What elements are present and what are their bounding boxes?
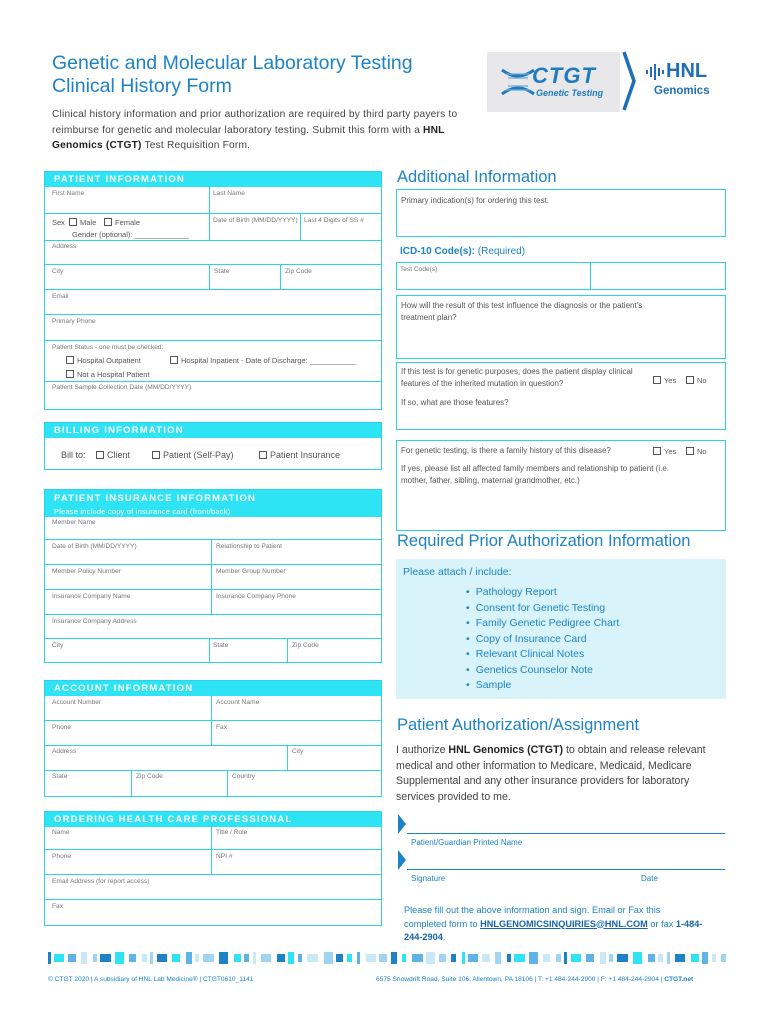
band-segment [514,954,525,962]
list-item: • Relevant Clinical Notes [466,647,619,663]
band-segment [462,952,465,964]
attach-label: Please attach / include: [403,566,512,578]
band-segment [482,954,490,962]
band-segment [702,952,708,964]
family-yes-checkbox[interactable]: Yes [653,447,676,456]
ordering-email-field[interactable]: Email Address (for report access) [52,878,150,885]
arrow-right-icon [398,814,406,834]
billing-information-panel [44,422,382,470]
ordering-name-field[interactable]: Name [52,829,70,836]
phone-field[interactable]: Primary Phone [52,318,96,325]
bill-self-pay-checkbox[interactable]: Patient (Self-Pay) [152,450,234,460]
band-segment [658,954,663,962]
member-dob-field[interactable]: Date of Birth (MM/DD/YYYY) [52,543,137,550]
band-segment [81,952,87,964]
authorization-text: I authorize HNL Genomics (CTGT) to obtain and release relevant medical and other information to Medicare, Medicaid, Medicare Supplemental and any other insurance providers for laboratory services provided to me. [396,744,706,803]
band-segment [48,952,51,964]
chevron-right-icon [622,50,636,112]
band-segment [357,952,360,964]
band-segment [712,954,716,962]
band-segment [234,954,241,962]
group-number-field[interactable]: Member Group Number [216,568,286,575]
band-segment [195,954,199,962]
footer-copyright: © CTGT 2020 | A subsidiary of HNL Lab Medicine® | CTGT0610_1141 [48,976,254,983]
billing-information-heading: BILLING INFORMATION [45,423,381,438]
fax-number: 1-484-244-2904 [404,918,703,942]
dob-field[interactable]: Date of Birth (MM/DD/YYYY) [213,217,298,224]
address-field[interactable]: Address [52,243,77,250]
icd10-label: ICD-10 Code(s): (Required) [400,246,526,257]
band-segment [507,954,511,962]
required-documents-list [466,585,619,694]
band-segment [543,954,550,962]
band-segment [261,954,271,962]
patient-information-heading: PATIENT INFORMATION [45,172,381,187]
band-segment [157,954,167,962]
band-segment [68,954,76,962]
printed-name-field[interactable]: Patient/Guardian Printed Name [411,838,523,847]
band-segment [253,952,256,964]
band-segment [277,954,285,962]
band-segment [93,954,97,962]
band-segment [172,954,180,962]
band-segment [529,952,538,964]
band-segment [675,954,685,962]
city-field[interactable]: City [52,268,64,275]
policy-number-field[interactable]: Member Policy Number [52,568,121,575]
band-segment [100,954,111,962]
zip-field[interactable]: Zip Code [285,268,312,275]
last-name-field[interactable]: Last Name [213,190,245,197]
band-segment [617,954,628,962]
band-segment [721,954,726,962]
bill-insurance-checkbox[interactable]: Patient Insurance [259,450,340,460]
list-item: • Sample [466,678,619,694]
account-information-panel [44,680,382,797]
family-history-box[interactable]: For genetic testing, is there a family history of this disease? If yes, please list all affected family members and relationship to patient (i.e. mother, father, sibling, maternal grandmother, etc.) [396,440,726,531]
test-codes-box[interactable]: Test Code(s) [396,262,726,290]
list-item: • Genetics Counselor Note [466,663,619,679]
band-segment [391,952,397,964]
account-city-field[interactable]: City [292,748,304,755]
decorative-pixel-band [48,952,726,964]
signature-field[interactable]: Signature [411,874,446,883]
band-segment [667,952,670,964]
sample-date-field[interactable]: Patient Sample Collection Date (MM/DD/YYYY) [52,384,192,391]
insurance-company-field[interactable]: Insurance Company Name [52,593,131,600]
band-segment [288,952,294,964]
band-segment [586,954,594,962]
list-item: • Consent for Genetic Testing [466,601,619,617]
ordering-fax-field[interactable]: Fax [52,903,63,910]
member-name-field[interactable]: Member Name [52,519,96,526]
band-segment [564,952,567,964]
account-zip-field[interactable]: Zip Code [136,773,163,780]
band-segment [609,954,613,962]
insurance-card-note: Please include copy of insurance card (front/back) [54,507,231,516]
page-title: Genetic and Molecular Laboratory Testing Clinical History Form [52,52,413,97]
insurance-phone-field[interactable]: Insurance Company Phone [216,593,296,600]
band-segment [142,954,147,962]
account-fax-field[interactable]: Fax [216,724,227,731]
account-state-field[interactable]: State [52,773,68,780]
hospital-inpatient-checkbox[interactable]: Hospital Inpatient - Date of Discharge: ___________ [170,356,356,365]
account-address-field[interactable]: Address [52,748,77,755]
required-documents-box [396,559,726,699]
patient-authorization-heading: Patient Authorization/Assignment [397,716,640,734]
band-segment [244,954,249,962]
band-segment [115,952,124,964]
waveform-icon [645,63,665,81]
ssn-field[interactable]: Last 4 Digits of SS # [304,217,364,224]
account-name-field[interactable]: Account Name [216,699,260,706]
footer-contact: 6575 Snowdrift Road, Suite 106, Allentown, PA 18106 | T: +1 484-244-2900 | F: +1 484-244-2904 | CTGT.net [376,976,694,983]
band-segment [495,952,501,964]
band-segment [412,954,423,962]
band-segment [556,954,561,962]
male-checkbox[interactable]: Male [69,218,96,227]
band-segment [426,952,435,964]
additional-information-heading: Additional Information [397,168,557,186]
band-segment [439,954,446,962]
account-country-field[interactable]: Country [232,773,256,780]
state-field[interactable]: State [214,268,230,275]
ctgt-logo-subtext: Genetic Testing [536,88,604,98]
submission-instructions: Please fill out the above information and sign. Email or Fax this completed form to HNLGENOMICSINQUIRIES@HNL.COM or fax 1-484-244-2904. [404,905,703,942]
not-hospital-checkbox[interactable]: Not a Hospital Patient [66,370,150,379]
insurance-zip-field[interactable]: Zip Code [292,642,319,649]
band-segment [366,954,376,962]
features-yes-checkbox[interactable]: Yes [653,376,676,385]
ordering-professional-heading: ORDERING HEALTH CARE PROFESSIONAL [45,812,381,827]
band-segment [402,954,406,962]
insurance-state-field[interactable]: State [213,642,229,649]
band-segment [219,952,228,964]
sex-label: Sex [52,218,65,227]
band-segment [186,952,192,964]
hnl-logo-text: HNL [666,60,708,82]
band-segment [324,952,333,964]
relationship-field[interactable]: Relationship to Patient [216,543,282,550]
account-information-heading: ACCOUNT INFORMATION [45,681,381,696]
hospital-outpatient-checkbox[interactable]: Hospital Outpatient [66,356,141,365]
ordering-professional-panel [44,811,382,926]
hnl-logo-subtext: Genomics [654,85,710,97]
website-link[interactable]: CTGT.net [664,976,694,983]
ordering-phone-field[interactable]: Phone [52,853,72,860]
band-segment [648,954,655,962]
gender-field[interactable]: Gender (optional): _____________ [72,230,189,239]
intro-text: Clinical history information and prior authorization are required by third party payers to reimburse for genetic and molecular laboratory testing. Submit this form with a HNL Genomics (CTGT) Test Requisition Form. [52,109,458,151]
list-item: • Pathology Report [466,585,619,601]
family-no-checkbox[interactable]: No [686,447,707,456]
bill-client-checkbox[interactable]: Client [96,450,130,460]
ordering-title-field[interactable]: Title / Role [216,829,248,836]
account-phone-field[interactable]: Phone [52,724,72,731]
list-item: • Family Genetic Pedigree Chart [466,616,619,632]
band-segment [633,952,642,964]
arrow-right-icon [398,850,406,870]
email-field[interactable]: Email [52,293,69,300]
band-segment [379,954,387,962]
list-item: • Copy of Insurance Card [466,632,619,648]
band-segment [54,954,64,962]
insurance-address-field[interactable]: Insurance Company Address [52,618,137,625]
bill-to-label: Bill to: [61,450,86,460]
band-segment [571,954,581,962]
band-segment [203,954,214,962]
band-segment [600,952,606,964]
band-segment [451,954,456,962]
email-link[interactable]: HNLGENOMICSINQUIRIES@HNL.COM [480,918,648,929]
features-no-checkbox[interactable]: No [686,376,707,385]
band-segment [298,954,302,962]
required-authorization-heading: Required Prior Authorization Information [397,532,691,550]
ctgt-logo-text: CTGT [532,63,596,88]
patient-status-label: Patient Status - one must be checked: [52,344,164,351]
account-number-field[interactable]: Account Number [52,699,102,706]
influence-box[interactable]: How will the result of this test influence the diagnosis or the patient's treatment plan? [396,295,726,359]
insurance-city-field[interactable]: City [52,642,64,649]
band-segment [307,954,318,962]
band-segment [691,954,699,962]
patient-insurance-heading: PATIENT INSURANCE INFORMATION Please include copy of insurance card (front/back) [45,490,381,517]
first-name-field[interactable]: First Name [52,190,85,197]
band-segment [336,954,343,962]
primary-indication-box[interactable]: Primary indication(s) for ordering this test. [396,189,726,237]
band-segment [468,954,478,962]
band-segment [150,952,153,964]
ordering-npi-field[interactable]: NPI # [216,853,233,860]
band-segment [347,954,352,962]
date-field[interactable]: Date [641,874,658,883]
band-segment [129,954,136,962]
patient-insurance-panel [44,489,382,663]
female-checkbox[interactable]: Female [104,218,140,227]
clinical-features-box[interactable]: If this test is for genetic purposes, does the patient display clinical features of the inherited mutation in question? If so, what are those features? [396,362,726,430]
